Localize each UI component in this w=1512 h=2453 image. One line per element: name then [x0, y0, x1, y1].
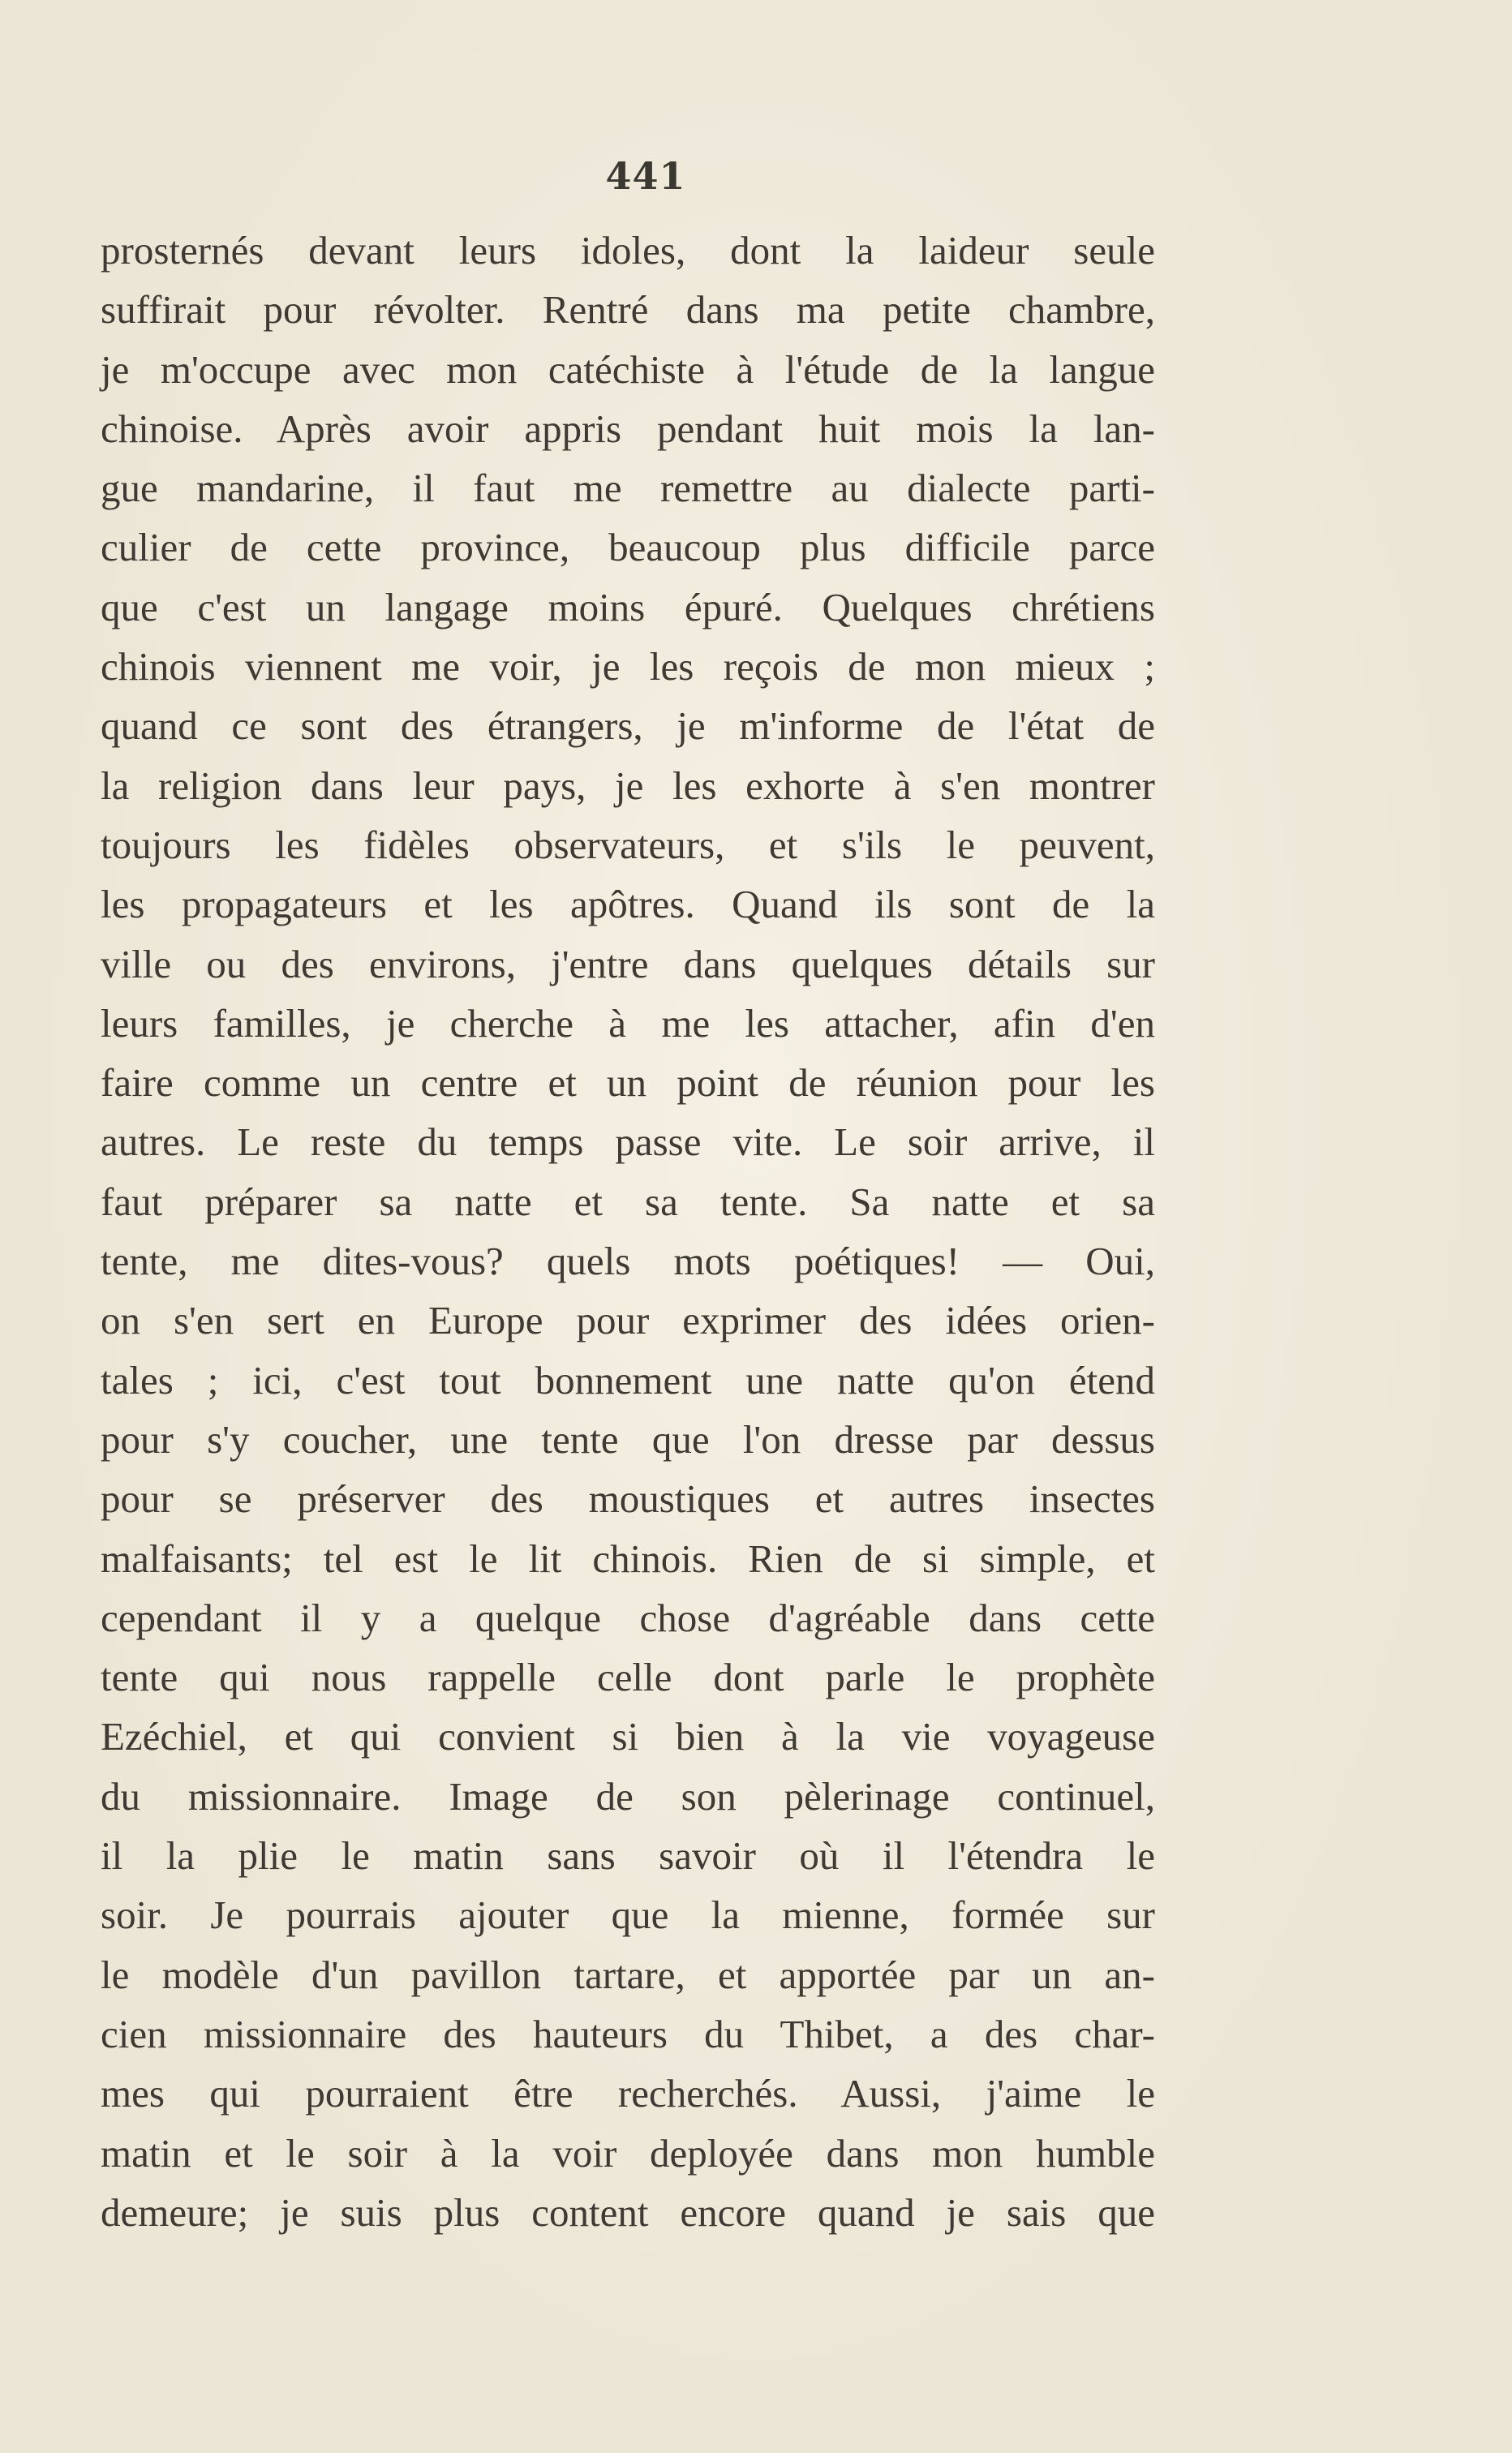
text-line: suffirait pour révolter. Rentré dans ma petite chambre, — [101, 287, 1155, 333]
text-line: le modèle d'un pavillon tartare, et apportée par un an- — [101, 1952, 1155, 1997]
text-line: gue mandarine, il faut me remettre au dialecte parti- — [101, 466, 1155, 511]
text-line: quand ce sont des étrangers, je m'informe de l'état de — [101, 703, 1155, 749]
text-line: tales ; ici, c'est tout bonnement une natte qu'on étend — [101, 1357, 1155, 1403]
text-line: demeure; je suis plus content encore quand je sais que — [101, 2189, 1155, 2235]
body-text — [101, 221, 1155, 2242]
text-line: cien missionnaire des hauteurs du Thibet, a des char- — [101, 2011, 1155, 2056]
page-number: 441 — [605, 154, 686, 198]
text-line: matin et le soir à la voir deployée dans mon humble — [101, 2130, 1155, 2176]
text-line: mes qui pourraient être recherchés. Aussi, j'aime le — [101, 2071, 1155, 2116]
text-line: les propagateurs et les apôtres. Quand ils sont de la — [101, 882, 1155, 927]
text-line: du missionnaire. Image de son pèlerinage continuel, — [101, 1773, 1155, 1819]
text-line: leurs familles, je cherche à me les attacher, afin d'en — [101, 1000, 1155, 1046]
text-line: malfaisants; tel est le lit chinois. Rien de si simple, et — [101, 1536, 1155, 1581]
text-line: ville ou des environs, j'entre dans quelques détails sur — [101, 941, 1155, 986]
text-line: que c'est un langage moins épuré. Quelques chrétiens — [101, 584, 1155, 629]
text-line: toujours les fidèles observateurs, et s'ils le peuvent, — [101, 822, 1155, 867]
text-line: culier de cette province, beaucoup plus difficile parce — [101, 525, 1155, 570]
text-line: la religion dans leur pays, je les exhorte à s'en montrer — [101, 763, 1155, 808]
text-line: pour se préserver des moustiques et autres insectes — [101, 1476, 1155, 1522]
text-line: chinoise. Après avoir appris pendant huit mois la lan- — [101, 406, 1155, 451]
text-line: on s'en sert en Europe pour exprimer des idées orien- — [101, 1298, 1155, 1343]
text-line: tente qui nous rappelle celle dont parle le prophète — [101, 1655, 1155, 1700]
text-line: faut préparer sa natte et sa tente. Sa natte et sa — [101, 1179, 1155, 1224]
text-line: autres. Le reste du temps passe vite. Le soir arrive, il — [101, 1119, 1155, 1165]
text-line: tente, me dites-vous? quels mots poétiques! — Oui, — [101, 1239, 1155, 1284]
text-line: cependant il y a quelque chose d'agréable dans cette — [101, 1595, 1155, 1640]
text-line: prosternés devant leurs idoles, dont la laideur seule — [101, 228, 1155, 273]
text-line: chinois viennent me voir, je les reçois de mon mieux ; — [101, 644, 1155, 690]
text-line: faire comme un centre et un point de réunion pour les — [101, 1060, 1155, 1106]
text-line: je m'occupe avec mon catéchiste à l'étude de la langue — [101, 346, 1155, 392]
text-line: pour s'y coucher, une tente que l'on dresse par dessus — [101, 1416, 1155, 1462]
text-line: Ezéchiel, et qui convient si bien à la vie voyageuse — [101, 1714, 1155, 1759]
text-line: il la plie le matin sans savoir où il l'étendra le — [101, 1833, 1155, 1879]
text-line: soir. Je pourrais ajouter que la mienne, formée sur — [101, 1892, 1155, 1938]
